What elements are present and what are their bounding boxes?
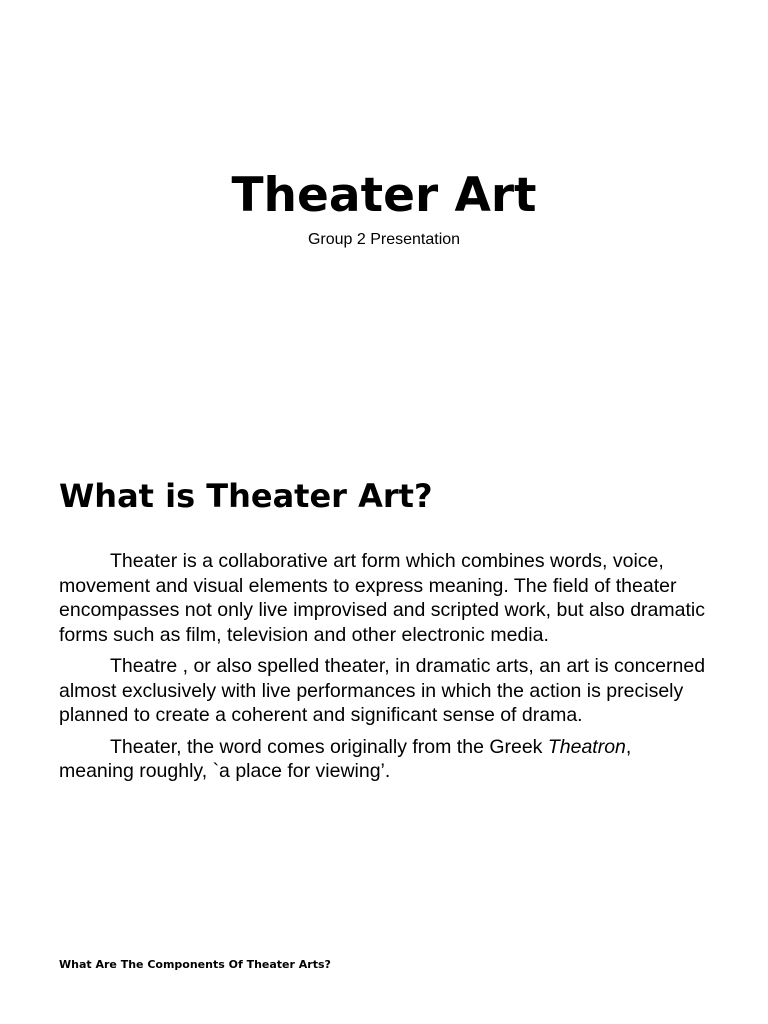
greek-term: Theatron (547, 735, 626, 758)
next-section-heading: What Are The Components Of Theater Arts? (59, 958, 331, 971)
section-heading: What is Theater Art? (59, 477, 433, 515)
paragraph-1: Theater is a collaborative art form which combines words, voice, movement and visual elements to express meaning. The field of theater encompasses not only live improvised and scripted work, but also dramatic forms such as film, television and other electronic media. (59, 550, 705, 646)
paragraph-2: Theatre , or also spelled theater, in dramatic arts, an art is concerned almost exclusively with live performances in which the action is precisely planned to create a coherent and significant sense of drama. (59, 655, 706, 726)
document-subtitle: Group 2 Presentation (307, 231, 461, 248)
body-text (59, 549, 711, 791)
paragraph-3-text-end: , meaning roughly, `a place for viewing’. (59, 735, 632, 782)
paragraph-3 (59, 735, 711, 784)
document-title: Theater Art (231, 168, 537, 223)
paragraph-3-text-start: Theater, the word comes originally from the Greek (110, 735, 548, 758)
